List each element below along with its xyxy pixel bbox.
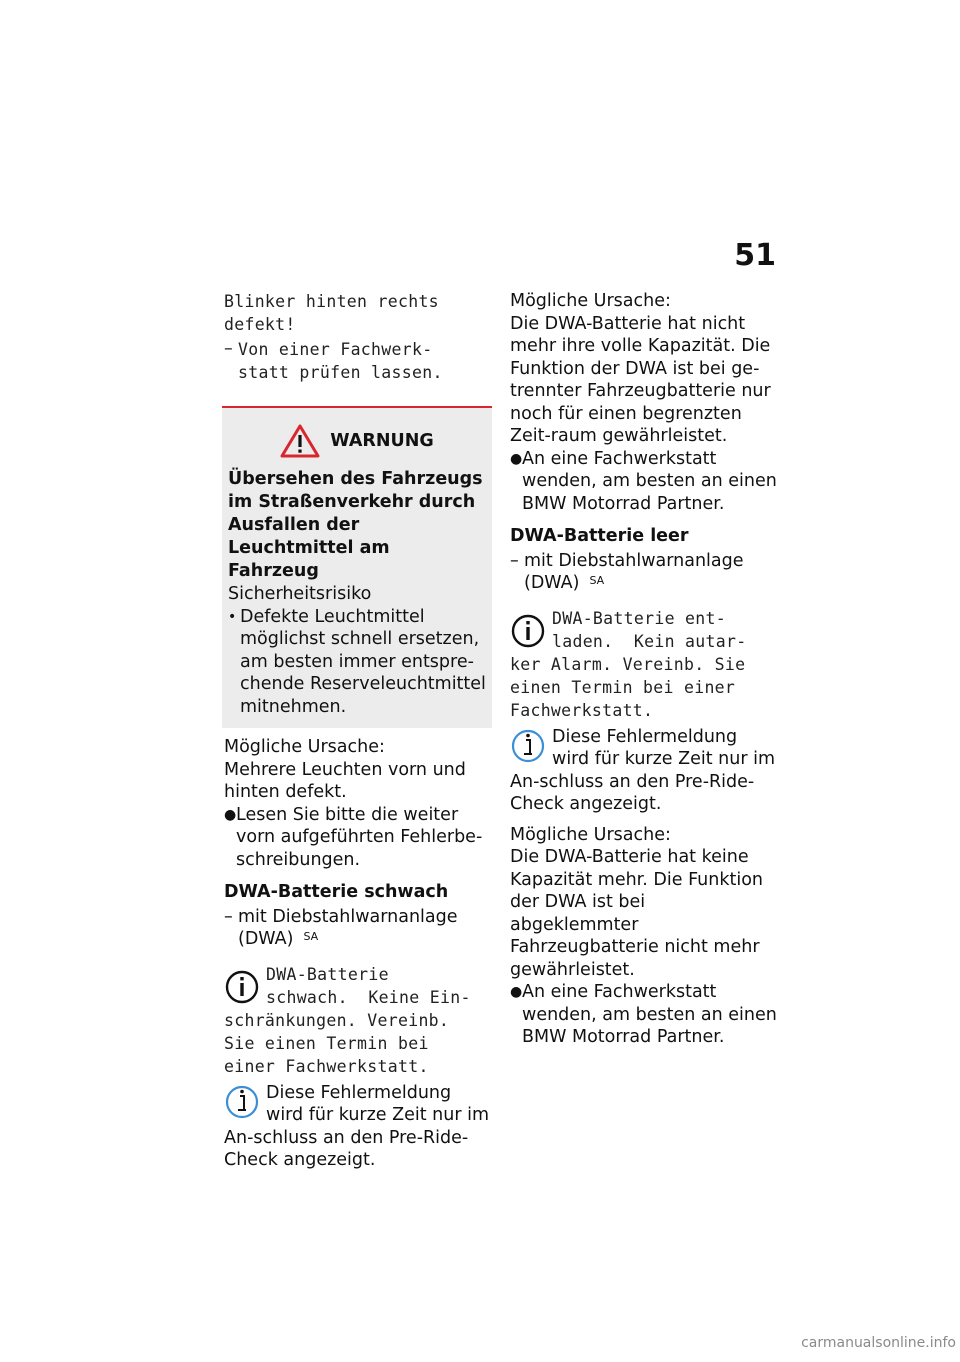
bullet-dot: • xyxy=(228,608,237,625)
bullet-dot: ● xyxy=(510,450,523,467)
page-number: 51 xyxy=(734,238,776,273)
step-text xyxy=(524,550,778,595)
info-message-block xyxy=(224,963,492,1078)
tip-block xyxy=(224,1082,492,1172)
cause-bullet xyxy=(510,981,778,1049)
left-column xyxy=(224,290,492,1172)
cause-bullet-text: An eine Fachwerkstatt wenden, am besten an einen BMW Motorrad Partner. xyxy=(522,982,777,1047)
dash-marker: – xyxy=(224,339,234,359)
bullet-dot: ● xyxy=(510,984,523,1000)
cause-label: Mögliche Ursache: xyxy=(510,291,671,311)
right-column xyxy=(510,290,778,1049)
cause-text: Die DWA-Batterie hat nicht mehr ihre volle Kapazität. Die Funktion der DWA ist bei ge-trennter Fahrzeugbatterie nur noch für einen begrenzten Zeit-raum gewährleistet. xyxy=(510,313,771,446)
warning-bullet-text: Defekte Leuchtmittel möglichst schnell ersetzen, am besten immer entspre-chende Reserveleuchtmittel mitnehmen. xyxy=(240,606,486,717)
tip-text: Diese Fehlermeldung wird für kurze Zeit nur im An-schluss an den Pre-Ride-Check angezeigt. xyxy=(224,1082,490,1170)
sa-superscript: SA xyxy=(303,930,319,943)
cause-bullet xyxy=(510,448,778,516)
warning-header xyxy=(228,424,486,458)
tip-block xyxy=(510,726,778,816)
tip-text: Diese Fehlermeldung wird für kurze Zeit nur im An-schluss an den Pre-Ride-Check angezeigt. xyxy=(510,726,776,814)
step-item xyxy=(224,906,492,951)
cause-text: Mehrere Leuchten vorn und hinten defekt. xyxy=(224,759,466,802)
warning-triangle-icon xyxy=(280,424,320,458)
tip-icon xyxy=(224,1082,262,1122)
dash-marker: – xyxy=(224,906,233,927)
step-label: mit Diebstahlwarnanlage (DWA) xyxy=(524,550,744,593)
bullet-dot: ● xyxy=(224,806,237,823)
step-item xyxy=(510,550,778,595)
step-item xyxy=(224,338,492,384)
step-label: mit Diebstahlwarnanlage (DWA) xyxy=(238,906,458,949)
warning-risk: Sicherheitsrisiko xyxy=(228,584,372,604)
cause-label: Mögliche Ursache: xyxy=(224,737,385,757)
warning-box xyxy=(222,406,492,728)
cause-label: Mögliche Ursache: xyxy=(510,824,671,845)
section-heading-dwa-weak: DWA-Batterie schwach xyxy=(224,882,449,902)
info-message-block xyxy=(510,607,778,722)
cause-text: Die DWA-Batterie hat keine Kapazität mehr. Die Funktion der DWA ist bei abgeklemmter Fahrzeugbatterie nicht mehr gewährleistet. xyxy=(510,847,764,980)
cause-bullet-text: Lesen Sie bitte die weiter vorn aufgeführten Fehlerbe-schreibungen. xyxy=(236,804,483,870)
step-text xyxy=(238,906,492,951)
display-message-dwa-weak: DWA-Batterie schwach. Keine Ein- schränkungen. Vereinb. Sie einen Termin bei einer Fachwerkstatt. xyxy=(224,964,471,1076)
cause-bullet xyxy=(224,804,492,872)
display-message-blinker: Blinker hinten rechts defekt! xyxy=(224,292,439,334)
watermark-footer: carmanualsonline.info xyxy=(801,1335,956,1351)
display-message-dwa-empty: DWA-Batterie ent- laden. Kein autar- ker Alarm. Vereinb. Sie einen Termin bei einer Fachwerkstatt. xyxy=(510,608,747,720)
cause-bullet-text: An eine Fachwerkstatt wenden, am besten an einen BMW Motorrad Partner. xyxy=(522,448,777,514)
tip-icon xyxy=(510,726,548,766)
sa-superscript: SA xyxy=(589,574,605,587)
section-heading-dwa-empty: DWA-Batterie leer xyxy=(510,526,689,546)
dash-marker: – xyxy=(510,550,519,571)
info-icon xyxy=(510,611,548,651)
warning-title: WARNUNG xyxy=(330,431,434,451)
step-text: Von einer Fachwerk- statt prüfen lassen. xyxy=(238,340,443,382)
warning-bullet xyxy=(228,606,486,719)
info-icon xyxy=(224,967,262,1007)
warning-heading: Übersehen des Fahrzeugs im Straßenverkehr durch Ausfallen der Leuchtmittel am Fahrzeug xyxy=(228,469,483,581)
